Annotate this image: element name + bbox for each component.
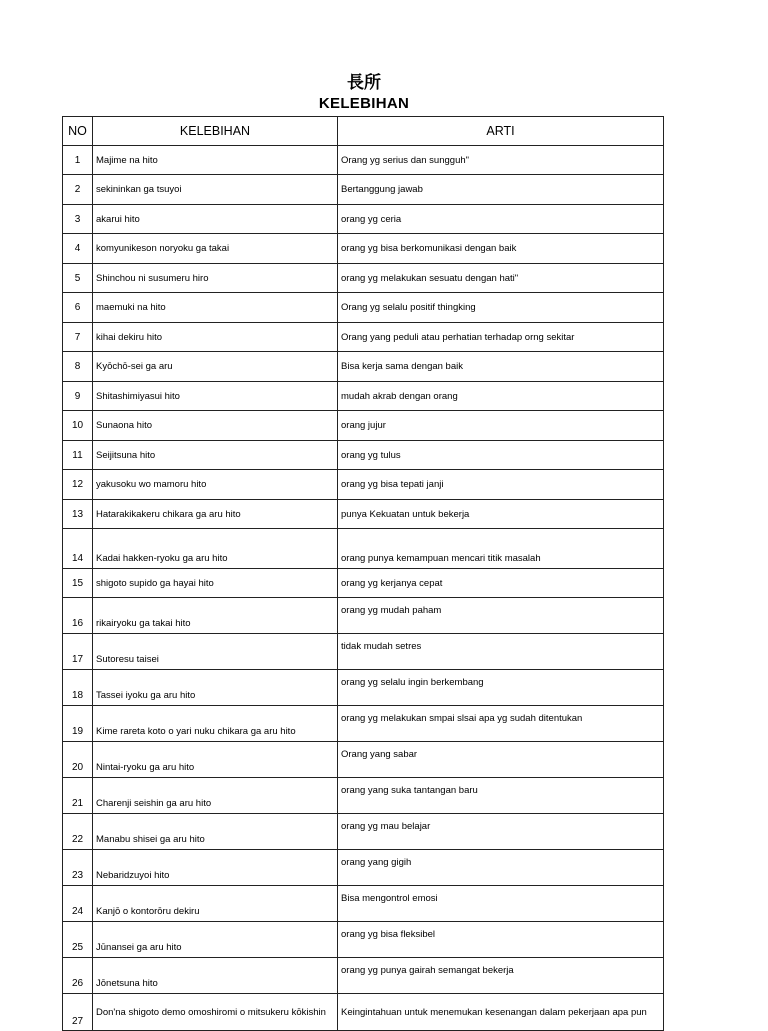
row-number: 11 xyxy=(63,441,93,470)
table-body xyxy=(63,146,664,1031)
row-number: 5 xyxy=(63,264,93,293)
row-number: 2 xyxy=(63,175,93,205)
row-arti: orang yang gigih xyxy=(338,850,664,886)
row-number: 10 xyxy=(63,411,93,441)
row-arti: orang yg tulus xyxy=(338,441,664,470)
table-row xyxy=(63,598,664,634)
row-arti: orang yg kerjanya cepat xyxy=(338,569,664,598)
row-number: 7 xyxy=(63,323,93,352)
table-row xyxy=(63,175,664,205)
row-number: 27 xyxy=(63,994,93,1031)
row-arti: Keingintahuan untuk menemukan kesenangan dalam pekerjaan apa pun xyxy=(338,994,664,1031)
row-arti: Orang yg serius dan sungguh" xyxy=(338,146,664,175)
column-header-no: NO xyxy=(63,117,93,146)
table-row xyxy=(63,634,664,670)
row-kelebihan: rikairyoku ga takai hito xyxy=(93,598,338,634)
table-row xyxy=(63,670,664,706)
page-title: KELEBIHAN xyxy=(318,95,410,112)
row-kelebihan: Nintai-ryoku ga aru hito xyxy=(93,742,338,778)
table-row xyxy=(63,234,664,264)
row-arti: orang yg mau belajar xyxy=(338,814,664,850)
row-arti: orang jujur xyxy=(338,411,664,441)
row-kelebihan: Hatarakikakeru chikara ga aru hito xyxy=(93,500,338,529)
row-arti: orang yang suka tantangan baru xyxy=(338,778,664,814)
row-kelebihan: Nebaridzuyoi hito xyxy=(93,850,338,886)
kelebihan-table xyxy=(62,116,664,1031)
row-kelebihan: Jūnansei ga aru hito xyxy=(93,922,338,958)
column-header-kelebihan: KELEBIHAN xyxy=(93,117,338,146)
row-number: 19 xyxy=(63,706,93,742)
table-row xyxy=(63,352,664,382)
row-number: 9 xyxy=(63,382,93,411)
table-row xyxy=(63,441,664,470)
row-arti: Orang yg selalu positif thingking xyxy=(338,293,664,323)
row-number: 22 xyxy=(63,814,93,850)
table-row xyxy=(63,742,664,778)
row-kelebihan: Jōnetsuna hito xyxy=(93,958,338,994)
row-number: 25 xyxy=(63,922,93,958)
table-row xyxy=(63,411,664,441)
row-kelebihan: Kadai hakken-ryoku ga aru hito xyxy=(93,529,338,569)
table-row xyxy=(63,293,664,323)
table-row xyxy=(63,205,664,234)
row-arti: Orang yang sabar xyxy=(338,742,664,778)
row-kelebihan: Manabu shisei ga aru hito xyxy=(93,814,338,850)
table-row xyxy=(63,569,664,598)
row-arti: Bisa mengontrol emosi xyxy=(338,886,664,922)
page-title-japanese: 長所 xyxy=(347,73,381,93)
table-row xyxy=(63,264,664,293)
row-number: 4 xyxy=(63,234,93,264)
row-number: 24 xyxy=(63,886,93,922)
row-kelebihan: yakusoku wo mamoru hito xyxy=(93,470,338,500)
table-row xyxy=(63,470,664,500)
table-row xyxy=(63,886,664,922)
row-arti: orang yg ceria xyxy=(338,205,664,234)
row-number: 1 xyxy=(63,146,93,175)
row-kelebihan: Don'na shigoto demo omoshiromi o mitsukeru kōkishin xyxy=(93,994,338,1031)
table-row xyxy=(63,850,664,886)
row-number: 17 xyxy=(63,634,93,670)
row-kelebihan: Kyōchō-sei ga aru xyxy=(93,352,338,382)
row-kelebihan: Shitashimiyasui hito xyxy=(93,382,338,411)
table-row xyxy=(63,529,664,569)
row-number: 26 xyxy=(63,958,93,994)
row-arti: Bisa kerja sama dengan baik xyxy=(338,352,664,382)
row-number: 23 xyxy=(63,850,93,886)
row-arti: tidak mudah setres xyxy=(338,634,664,670)
row-number: 6 xyxy=(63,293,93,323)
table-row xyxy=(63,323,664,352)
table-row xyxy=(63,146,664,175)
row-number: 3 xyxy=(63,205,93,234)
table-row xyxy=(63,922,664,958)
row-kelebihan: Sutoresu taisei xyxy=(93,634,338,670)
row-arti: Orang yang peduli atau perhatian terhadap orng sekitar xyxy=(338,323,664,352)
row-kelebihan: maemuki na hito xyxy=(93,293,338,323)
row-number: 21 xyxy=(63,778,93,814)
table-row xyxy=(63,382,664,411)
row-kelebihan: Kime rareta koto o yari nuku chikara ga aru hito xyxy=(93,706,338,742)
table-row xyxy=(63,958,664,994)
row-kelebihan: komyunikeson noryoku ga takai xyxy=(93,234,338,264)
row-kelebihan: kihai dekiru hito xyxy=(93,323,338,352)
row-arti: orang yg melakukan smpai slsai apa yg sudah ditentukan xyxy=(338,706,664,742)
row-arti: orang punya kemampuan mencari titik masalah xyxy=(338,529,664,569)
row-arti: orang yg melakukan sesuatu dengan hati" xyxy=(338,264,664,293)
row-kelebihan: Sunaona hito xyxy=(93,411,338,441)
table-row xyxy=(63,500,664,529)
row-number: 16 xyxy=(63,598,93,634)
table-header-row xyxy=(63,117,664,146)
table-row xyxy=(63,778,664,814)
row-number: 20 xyxy=(63,742,93,778)
row-arti: punya Kekuatan untuk bekerja xyxy=(338,500,664,529)
row-kelebihan: Charenji seishin ga aru hito xyxy=(93,778,338,814)
table-row xyxy=(63,814,664,850)
row-number: 8 xyxy=(63,352,93,382)
row-arti: orang yg bisa fleksibel xyxy=(338,922,664,958)
row-arti: orang yg bisa tepati janji xyxy=(338,470,664,500)
row-arti: orang yg punya gairah semangat bekerja xyxy=(338,958,664,994)
table-row xyxy=(63,706,664,742)
row-number: 18 xyxy=(63,670,93,706)
row-kelebihan: Tassei iyoku ga aru hito xyxy=(93,670,338,706)
row-kelebihan: shigoto supido ga hayai hito xyxy=(93,569,338,598)
row-number: 12 xyxy=(63,470,93,500)
row-arti: orang yg bisa berkomunikasi dengan baik xyxy=(338,234,664,264)
row-kelebihan: sekininkan ga tsuyoi xyxy=(93,175,338,205)
row-kelebihan: Kanjō o kontorōru dekiru xyxy=(93,886,338,922)
row-number: 14 xyxy=(63,529,93,569)
row-arti: orang yg mudah paham xyxy=(338,598,664,634)
column-header-arti: ARTI xyxy=(338,117,664,146)
row-kelebihan: akarui hito xyxy=(93,205,338,234)
row-kelebihan: Majime na hito xyxy=(93,146,338,175)
row-number: 13 xyxy=(63,500,93,529)
row-arti: mudah akrab dengan orang xyxy=(338,382,664,411)
row-number: 15 xyxy=(63,569,93,598)
row-arti: Bertanggung jawab xyxy=(338,175,664,205)
table-row xyxy=(63,994,664,1031)
row-kelebihan: Shinchou ni susumeru hiro xyxy=(93,264,338,293)
row-kelebihan: Seijitsuna hito xyxy=(93,441,338,470)
row-arti: orang yg selalu ingin berkembang xyxy=(338,670,664,706)
